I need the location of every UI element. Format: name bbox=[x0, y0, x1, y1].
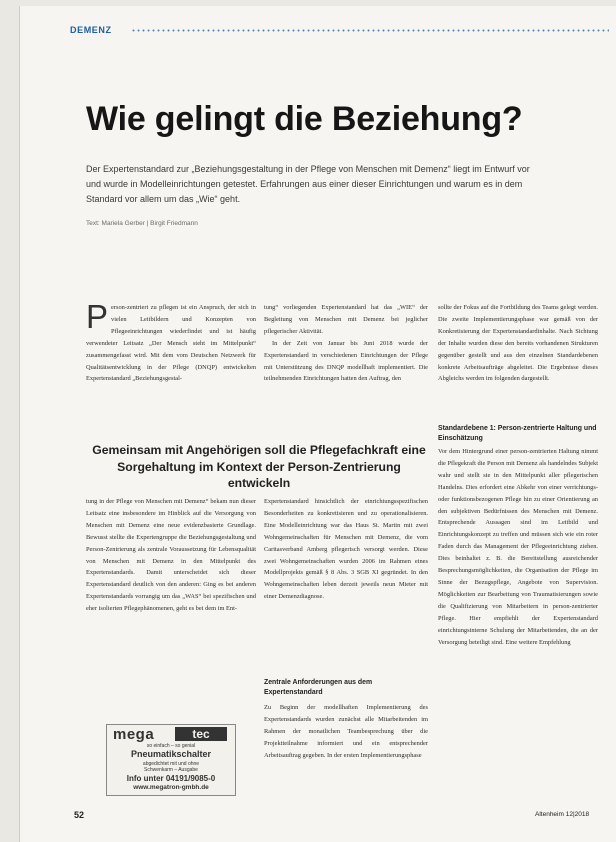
column-3-bottom bbox=[438, 446, 598, 648]
ad-logo-left: mega bbox=[113, 726, 155, 743]
publication-issue: Altenheim 12|2018 bbox=[535, 811, 590, 818]
column-2-sub bbox=[264, 702, 428, 762]
article-title: Wie gelingt die Beziehung? bbox=[86, 100, 523, 138]
article-byline: Text: Mariela Gerber | Birgit Friedmann bbox=[86, 220, 198, 227]
column-1-top bbox=[86, 298, 256, 385]
section-divider bbox=[131, 29, 609, 32]
column-1-bottom bbox=[86, 496, 256, 615]
ad-logo-right: tec bbox=[175, 727, 227, 741]
pull-quote: Gemeinsam mit Angehörigen soll die Pflegefachkraft eine Sorgehaltung im Kontext der Person-Zentrierung entwickeln bbox=[92, 443, 426, 490]
column-2-bottom bbox=[264, 496, 428, 603]
ad-description: abgedichtet mit und ohne bbox=[142, 761, 200, 767]
body-text: tung in der Pflege von Menschen mit Demenz“ bekam nun dieser Leitsatz eine insbesondere im Hinblick auf die Versorgung von Menschen mit Demenz eine neue evidenzbasierte Grundlage. Bewusst stellte die Expertengruppe die Beziehungsgestaltung und Person-Zentrierung als zentrale Voraussetzung für Lebensqualität von Menschen mit Demenz in den Mittelpunkt des Expertenstandards. Damit unterscheidet sich dieser Expertenstandard deutlich von den anderen: Ging es bei anderen Expertenstandards vorrangig um das „WAS“ bei spezifischen und eher isolierten Pflegephänomenen, geht es bei dem im Ent- bbox=[86, 498, 256, 613]
subheading: Standardebene 1: Person-zentrierte Haltung und Einschätzung bbox=[438, 425, 597, 442]
body-text: sollte der Fokus auf die Fortbildung des Teams gelegt werden. Die zweite Implementierungsphase war gemäß von der Konkretisierung der Expertenstandardinhalte. Nach Sichtung der Inhalte wurden diese den bereits vorhandenen Strukturen gegenüber gestellt und aus den einzelnen Standardebenen konkrete Arbeitsaufträge abgeleitet. Die Ergebnisse dieses Abgleichs werden im folgenden dargestellt. bbox=[438, 304, 598, 383]
column-3-top bbox=[438, 302, 598, 385]
drop-cap: P bbox=[86, 298, 109, 335]
body-text: Zu Beginn der modellhaften Implementierung des Expertenstandards wurden zunächst alle Mitarbeitenden im Rahmen der monatlichen Teambesprechung über die Projektteilnahme informiert und ein entsprechender Arbeitsauftrag gegeben. In der ersten Implementierungsphase bbox=[264, 704, 428, 759]
ad-description: Schwenkarm – Ausgabe bbox=[144, 767, 198, 773]
magazine-page bbox=[20, 6, 616, 842]
article-lead: Der Expertenstandard zur „Beziehungsgestaltung in der Pflege von Menschen mit Demenz“ liegt im Entwurf vor und wurde in Modelleinrichtungen getestet. Erfahrungen aus einer dieser Einrichtungen und warum es in dem Standard vor allem um das „Wie“ geht. bbox=[86, 164, 530, 204]
ad-tagline: so einfach – so genial bbox=[146, 743, 196, 749]
ad-logo bbox=[113, 726, 229, 743]
body-text: Expertenstandard hinsichtlich der einrichtungsspezifischen Besonderheiten zu konkretisieren und zu operationalisieren. Eine Modelleinrichtung war das Haus St. Martin mit zwei Wohngemeinschaften für Menschen mit Demenz, die vom Caritasverband Amberg pflegerisch versorgt werden. Diese zwei Wohngemeinschaften wurden 2006 im Rahmen eines Modellprojekts gemäß § 8 Abs. 3 SGB XI gegründet. In den Wohngemeinschaften leben derzeit jeweils neun Mieter mit einer Demenzdiagnose. bbox=[264, 498, 428, 601]
ad-product: Pneumatikschalter bbox=[130, 749, 212, 759]
ad-url[interactable]: www.megatron-gmbh.de bbox=[133, 784, 209, 791]
body-text: In der Zeit von Januar bis Juni 2018 wurde der Expertenstandard in verschiedenen Einrichtungen der Pflege mit Unterstützung des DNQP modellhaft implementiert. Die teilnehmenden Einrichtungen hatten den Auftrag, den bbox=[264, 339, 428, 383]
advertisement[interactable] bbox=[106, 724, 236, 796]
column-2-top bbox=[264, 302, 428, 385]
page-number: 52 bbox=[74, 810, 85, 820]
body-text: Vor dem Hintergrund einer person-zentrierten Haltung nimmt die Pflegekraft die Person mit Demenz als handelndes Subjekt wahr und stellt sie in den Mittelpunkt aller pflegerischen Handelns. Dies erfordert eine Abkehr von einer verrichtungs- oder funktionsbezogenen Pflege hin zu einer Orientierung an den subjektiven Bedürfnissen des Menschen mit Demenz. Entsprechende Aussagen sind im Leitbild und Einrichtungskonzept zu treffen und müssen sich wie ein roter Faden durch das Management der Pflegeeinrichtung ziehen. Dies beinhaltet z. B. die Bereitstellung ausreichender Besprechungsmöglichkeiten, die Organisation der Pflege im Sinne der Bezugspflege, Angebote von Supervision. Möglichkeiten zur Bearbeitung von Traumatisierungen sowie die Qualifizierung von Mitarbeitern in person-zentrierter Pflege. Hier empfiehlt der Expertenstandard einrichtungsinterne Schulung der Mitarbeitenden, die an der Versorgung beteiligt sind. Eine weitere Empfehlung bbox=[438, 448, 598, 646]
subheading: Zentrale Anforderungen aus dem Expertenstandard bbox=[264, 679, 373, 696]
ad-phone: Info unter 04191/9085-0 bbox=[126, 774, 216, 783]
section-label: DEMENZ bbox=[70, 25, 112, 35]
body-text: erson-zentriert zu pflegen ist ein Anspruch, der sich in vielen Leitbildern und Konzepten von Pflegeeinrichtungen wiederfindet und ist häufig verwendeter Leitsatz „Der Mensch steht im Mittelpunkt“ zusammengefasst wird. Mit dem vom Deutschen Netzwerk für Qualitätsentwicklung in der Pflege (DNQP) entwickelten Expertenstandard „Beziehungsgestal- bbox=[86, 304, 256, 383]
body-text: tung“ vorliegenden Expertenstandard hat das „WIE“ der Begleitung von Menschen mit Demenz bei jeglicher pflegerischer Aktivität. bbox=[264, 304, 428, 335]
